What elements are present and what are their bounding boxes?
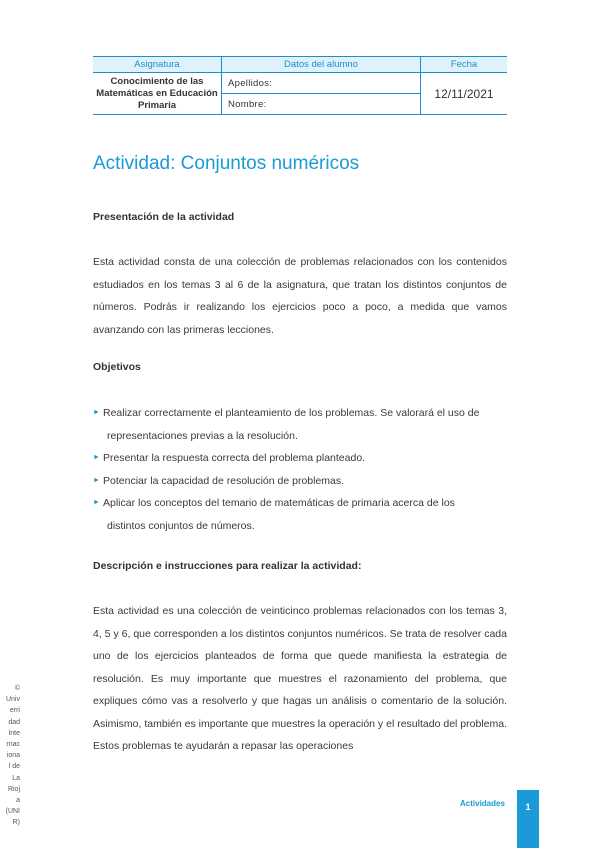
objetivo-text-cont: representaciones previas a la resolución. bbox=[107, 429, 298, 442]
sidebar-line: rnac bbox=[6, 741, 20, 749]
sidebar-line: Inte bbox=[8, 729, 20, 737]
presentacion-text: Esta actividad consta de una colección de problemas relacionados con los contenidos estudiados en los temas 3 al 6 de la asignatura, que tratan los distintos conjuntos de números. Podrás ir realizando los ejercicios poco a poco, a medida que vamos avanzando con las primeras lecciones. bbox=[93, 256, 507, 336]
objetivos-heading: Objetivos bbox=[93, 361, 141, 373]
sidebar-line: erri bbox=[9, 707, 20, 715]
objetivo-text: Potenciar la capacidad de resolución de problemas. bbox=[103, 474, 345, 487]
bullet-arrow-icon: ► bbox=[93, 499, 100, 506]
sidebar-line: Univ bbox=[5, 696, 20, 704]
list-item bbox=[93, 492, 507, 537]
fecha-value: 12/11/2021 bbox=[421, 73, 508, 115]
apellidos-field: Apellidos: bbox=[222, 73, 421, 94]
header-col-fecha: Fecha bbox=[421, 57, 508, 73]
sidebar-line: l de bbox=[8, 763, 20, 771]
sidebar-line: © bbox=[14, 685, 20, 692]
bullet-arrow-icon: ► bbox=[93, 409, 100, 416]
sidebar-line: La bbox=[12, 774, 20, 782]
list-item bbox=[93, 447, 507, 470]
list-item bbox=[93, 402, 507, 447]
bullet-arrow-icon: ► bbox=[93, 476, 100, 484]
copyright-sidebar bbox=[2, 683, 20, 829]
asignatura-value: Conocimiento de las Matemáticas en Educación Primaria bbox=[93, 73, 222, 115]
descripcion-text: Esta actividad es una colección de veinticinco problemas relacionados con los temas 3, 4, 5 y 6, que corresponden a los distintos conjuntos numéricos. Se trata de resolver cada uno de los ejercicios planteados de forma que quede manifiesta la estrategia de resolución. Es muy importante que muestres el razonamiento del problema, que expliques cómo vas a resolverlo y que hagas un análisis o comentario de la solución. Asimismo, también es importante que muestres la operación y el resultado del problema. Estos problemas te ayudarán a repasar las operaciones bbox=[93, 605, 507, 752]
header-col-datos: Datos del alumno bbox=[222, 57, 421, 73]
descripcion-heading: Descripción e instrucciones para realizar la actividad: bbox=[93, 560, 362, 572]
bullet-arrow-icon: ► bbox=[93, 454, 100, 461]
header-table bbox=[93, 56, 507, 115]
sidebar-line: (UNI bbox=[5, 808, 20, 816]
objetivo-text: Aplicar los conceptos del temario de matemáticas de primaria acerca de los bbox=[103, 497, 455, 509]
objetivos-list bbox=[93, 402, 507, 537]
presentacion-heading: Presentación de la actividad bbox=[93, 211, 235, 223]
list-item bbox=[93, 470, 507, 493]
footer-section-label: Actividades bbox=[460, 799, 505, 808]
sidebar-line: R) bbox=[12, 819, 20, 827]
page-title: Actividad: Conjuntos numéricos bbox=[93, 153, 360, 174]
sidebar-line: Rioj bbox=[7, 785, 20, 793]
sidebar-line: a bbox=[16, 797, 20, 805]
sidebar-line: iona bbox=[6, 752, 20, 760]
page-number-tab: 1 bbox=[517, 790, 539, 848]
nombre-field: Nombre: bbox=[222, 94, 421, 115]
objetivo-text-cont: distintos conjuntos de números. bbox=[107, 519, 255, 532]
sidebar-line: dad bbox=[8, 718, 20, 726]
objetivo-text: Presentar la respuesta correcta del problema planteado. bbox=[103, 452, 366, 464]
objetivo-text: Realizar correctamente el planteamiento de los problemas. Se valorará el uso de bbox=[103, 407, 480, 419]
header-col-asignatura: Asignatura bbox=[93, 57, 222, 73]
